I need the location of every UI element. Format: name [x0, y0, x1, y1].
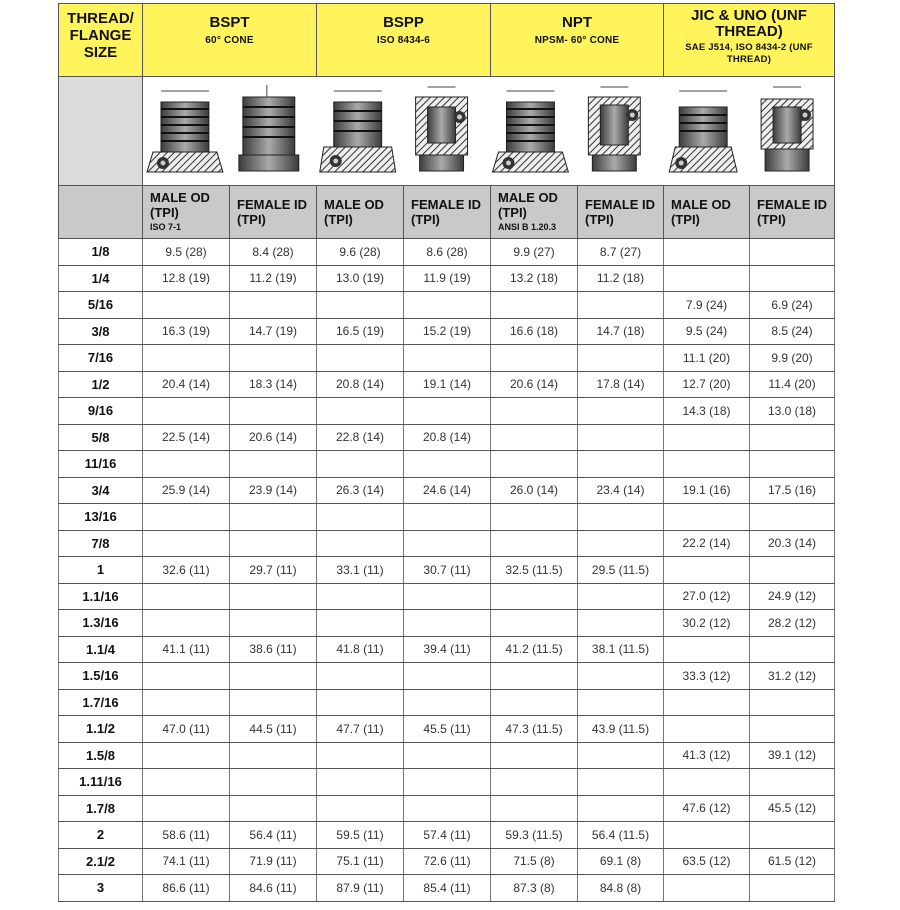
- dimension-cell: 9.9 (20): [750, 345, 835, 372]
- dimension-cell: [143, 398, 230, 425]
- dimension-cell: [578, 424, 664, 451]
- table-row: [59, 795, 835, 822]
- bspt-female-header: FEMALE ID (TPI): [230, 186, 317, 239]
- table-row: [59, 265, 835, 292]
- dimension-cell: 47.3 (11.5): [491, 716, 578, 743]
- female-fitting-icon: [588, 87, 640, 171]
- thread-size-cell: 1/4: [59, 265, 143, 292]
- dimension-cell: [664, 239, 750, 266]
- table-row: [59, 848, 835, 875]
- dimension-cell: [317, 795, 404, 822]
- dimension-cell: [143, 345, 230, 372]
- thread-size-cell: 5/16: [59, 292, 143, 319]
- dimension-cell: [317, 610, 404, 637]
- thread-size-cell: 1/8: [59, 239, 143, 266]
- dimension-cell: 38.6 (11): [230, 636, 317, 663]
- dimension-cell: [317, 292, 404, 319]
- thread-size-cell: 1.11/16: [59, 769, 143, 796]
- dimension-cell: 28.2 (12): [750, 610, 835, 637]
- dimension-cell: [750, 716, 835, 743]
- dimension-cell: [317, 504, 404, 531]
- dimension-cell: [317, 742, 404, 769]
- dimension-cell: 8.5 (24): [750, 318, 835, 345]
- dimension-cell: 41.2 (11.5): [491, 636, 578, 663]
- dimension-cell: 87.9 (11): [317, 875, 404, 902]
- dimension-cell: [578, 530, 664, 557]
- dimension-cell: [143, 742, 230, 769]
- dimension-cell: [664, 424, 750, 451]
- dimension-cell: 14.7 (19): [230, 318, 317, 345]
- dimension-cell: [491, 345, 578, 372]
- thread-size-table: [58, 3, 835, 902]
- thread-size-cell: 3: [59, 875, 143, 902]
- npt-header: [491, 4, 664, 77]
- dimension-cell: [578, 610, 664, 637]
- dimension-cell: 59.5 (11): [317, 822, 404, 849]
- dimension-cell: 25.9 (14): [143, 477, 230, 504]
- dimension-cell: [491, 769, 578, 796]
- dimension-cell: [230, 292, 317, 319]
- table-row: [59, 530, 835, 557]
- dimension-cell: 17.5 (16): [750, 477, 835, 504]
- dimension-cell: 20.6 (14): [491, 371, 578, 398]
- dimension-cell: 11.2 (19): [230, 265, 317, 292]
- table-row: [59, 769, 835, 796]
- dimension-cell: 84.6 (11): [230, 875, 317, 902]
- dimension-cell: 45.5 (12): [750, 795, 835, 822]
- dimension-cell: [750, 875, 835, 902]
- table-row: [59, 451, 835, 478]
- dimension-cell: 85.4 (11): [404, 875, 491, 902]
- dimension-cell: [404, 504, 491, 531]
- dimension-cell: [750, 504, 835, 531]
- dimension-cell: [578, 451, 664, 478]
- dimension-cell: [750, 557, 835, 584]
- thread-size-cell: 1.5/8: [59, 742, 143, 769]
- jic-male-header: MALE OD (TPI): [664, 186, 750, 239]
- dimension-cell: 69.1 (8): [578, 848, 664, 875]
- dimension-cell: 9.9 (27): [491, 239, 578, 266]
- thread-size-cell: 1.7/16: [59, 689, 143, 716]
- dimension-cell: [143, 795, 230, 822]
- dimension-cell: 33.1 (11): [317, 557, 404, 584]
- dimension-cell: 22.5 (14): [143, 424, 230, 451]
- dimension-cell: [317, 663, 404, 690]
- dimension-cell: 13.0 (18): [750, 398, 835, 425]
- dimension-cell: 45.5 (11): [404, 716, 491, 743]
- dimension-cell: [143, 583, 230, 610]
- table-row: [59, 822, 835, 849]
- thread-size-cell: 3/8: [59, 318, 143, 345]
- dimension-cell: 13.0 (19): [317, 265, 404, 292]
- table-row: [59, 371, 835, 398]
- dimension-cell: 24.9 (12): [750, 583, 835, 610]
- dimension-cell: 11.4 (20): [750, 371, 835, 398]
- thread-size-cell: 1: [59, 557, 143, 584]
- dimension-cell: 56.4 (11.5): [578, 822, 664, 849]
- dimension-cell: [491, 610, 578, 637]
- dimension-cell: [664, 451, 750, 478]
- dimension-cell: [230, 345, 317, 372]
- dimension-cell: 47.7 (11): [317, 716, 404, 743]
- bspt-title: BSPT: [209, 14, 250, 31]
- thread-size-cell: 3/4: [59, 477, 143, 504]
- dimension-cell: [578, 504, 664, 531]
- dimension-cell: [491, 742, 578, 769]
- dimension-cell: 12.7 (20): [664, 371, 750, 398]
- dimension-cell: 39.1 (12): [750, 742, 835, 769]
- male-fitting-icon: [147, 91, 223, 172]
- dimension-cell: 56.4 (11): [230, 822, 317, 849]
- image-row-blank: [59, 77, 143, 186]
- dimension-cell: [491, 451, 578, 478]
- table-row: [59, 424, 835, 451]
- thread-size-cell: 1.5/16: [59, 663, 143, 690]
- dimension-cell: [230, 504, 317, 531]
- dimension-cell: 22.2 (14): [664, 530, 750, 557]
- dimension-cell: [491, 795, 578, 822]
- dimension-cell: 16.3 (19): [143, 318, 230, 345]
- dimension-cell: 61.5 (12): [750, 848, 835, 875]
- dimension-cell: [404, 689, 491, 716]
- thread-size-cell: 5/8: [59, 424, 143, 451]
- dimension-cell: 26.3 (14): [317, 477, 404, 504]
- dimension-cell: 29.5 (11.5): [578, 557, 664, 584]
- dimension-cell: 9.5 (24): [664, 318, 750, 345]
- male-fitting-icon: [320, 91, 396, 172]
- dimension-cell: 20.3 (14): [750, 530, 835, 557]
- npt-title: NPT: [562, 14, 592, 31]
- dimension-cell: [750, 769, 835, 796]
- dimension-cell: [578, 795, 664, 822]
- dimension-cell: [664, 769, 750, 796]
- dimension-cell: [404, 663, 491, 690]
- dimension-cell: 44.5 (11): [230, 716, 317, 743]
- dimension-cell: 12.8 (19): [143, 265, 230, 292]
- thread-size-cell: 11/16: [59, 451, 143, 478]
- dimension-cell: [750, 636, 835, 663]
- table-row: [59, 663, 835, 690]
- thread-size-cell: 2.1/2: [59, 848, 143, 875]
- dimension-cell: 20.8 (14): [317, 371, 404, 398]
- dimension-cell: 9.5 (28): [143, 239, 230, 266]
- dimension-cell: [750, 822, 835, 849]
- dimension-cell: 58.6 (11): [143, 822, 230, 849]
- dimension-cell: 15.2 (19): [404, 318, 491, 345]
- dimension-cell: 16.5 (19): [317, 318, 404, 345]
- dimension-cell: [317, 398, 404, 425]
- dimension-cell: [317, 583, 404, 610]
- thread-size-cell: 1/2: [59, 371, 143, 398]
- dimension-cell: 8.4 (28): [230, 239, 317, 266]
- dimension-cell: 63.5 (12): [664, 848, 750, 875]
- dimension-cell: [404, 795, 491, 822]
- bspt-subtitle: 60° CONE: [205, 35, 254, 46]
- fitting-diagrams: [143, 77, 835, 186]
- dimension-cell: [404, 451, 491, 478]
- dimension-cell: [664, 265, 750, 292]
- female-fitting-icon: [239, 85, 299, 171]
- dimension-cell: 29.7 (11): [230, 557, 317, 584]
- table-row: [59, 716, 835, 743]
- dimension-cell: [230, 663, 317, 690]
- dimension-cell: 43.9 (11.5): [578, 716, 664, 743]
- thread-size-cell: 1.1/2: [59, 716, 143, 743]
- table-row: [59, 557, 835, 584]
- subheader-blank: [59, 186, 143, 239]
- dimension-cell: [317, 345, 404, 372]
- dimension-cell: [578, 769, 664, 796]
- table-row: [59, 742, 835, 769]
- dimension-cell: [230, 795, 317, 822]
- dimension-cell: 84.8 (8): [578, 875, 664, 902]
- dimension-cell: 22.8 (14): [317, 424, 404, 451]
- dimension-cell: [578, 742, 664, 769]
- dimension-cell: [143, 663, 230, 690]
- dimension-cell: 8.6 (28): [404, 239, 491, 266]
- dimension-cell: [230, 769, 317, 796]
- dimension-cell: [750, 451, 835, 478]
- thread-size-cell: 2: [59, 822, 143, 849]
- dimension-cell: 71.5 (8): [491, 848, 578, 875]
- dimension-cell: [143, 530, 230, 557]
- dimension-cell: [317, 530, 404, 557]
- dimension-cell: 27.0 (12): [664, 583, 750, 610]
- dimension-cell: [491, 583, 578, 610]
- bspp-subtitle: ISO 8434-6: [376, 35, 431, 46]
- dimension-cell: 57.4 (11): [404, 822, 491, 849]
- dimension-cell: 71.9 (11): [230, 848, 317, 875]
- jic-title: JIC & UNO (UNF THREAD): [691, 7, 807, 40]
- dimension-cell: [750, 424, 835, 451]
- dimension-cell: 20.6 (14): [230, 424, 317, 451]
- thread-size-cell: 7/8: [59, 530, 143, 557]
- dimension-cell: 32.6 (11): [143, 557, 230, 584]
- dimension-cell: 13.2 (18): [491, 265, 578, 292]
- dimension-cell: [230, 398, 317, 425]
- dimension-cell: 20.8 (14): [404, 424, 491, 451]
- dimension-cell: [664, 875, 750, 902]
- dimension-cell: 18.3 (14): [230, 371, 317, 398]
- dimension-cell: 20.4 (14): [143, 371, 230, 398]
- dimension-cell: [230, 742, 317, 769]
- dimension-cell: [491, 504, 578, 531]
- dimension-cell: [230, 689, 317, 716]
- dimension-cell: 8.7 (27): [578, 239, 664, 266]
- dimension-cell: 30.7 (11): [404, 557, 491, 584]
- dimension-cell: [578, 689, 664, 716]
- male-fitting-icon: [669, 91, 737, 172]
- dimension-cell: [404, 292, 491, 319]
- size-column-header: THREAD/ FLANGE SIZE: [59, 4, 143, 77]
- dimension-cell: [664, 557, 750, 584]
- dimension-cell: [230, 583, 317, 610]
- thread-size-cell: 9/16: [59, 398, 143, 425]
- dimension-cell: 74.1 (11): [143, 848, 230, 875]
- dimension-cell: [491, 530, 578, 557]
- dimension-cell: [230, 530, 317, 557]
- dimension-cell: [664, 716, 750, 743]
- bspt-male-header: MALE OD (TPI) ISO 7-1: [143, 186, 230, 239]
- thread-size-cell: 7/16: [59, 345, 143, 372]
- dimension-cell: [143, 610, 230, 637]
- dimension-cell: 17.8 (14): [578, 371, 664, 398]
- dimension-cell: [578, 345, 664, 372]
- dimension-cell: 16.6 (18): [491, 318, 578, 345]
- dimension-cell: [143, 689, 230, 716]
- dimension-cell: [664, 504, 750, 531]
- dimension-cell: 14.3 (18): [664, 398, 750, 425]
- dimension-cell: [143, 769, 230, 796]
- dimension-cell: [491, 663, 578, 690]
- table-row: [59, 689, 835, 716]
- dimension-cell: [404, 583, 491, 610]
- dimension-cell: [317, 451, 404, 478]
- dimension-cell: [230, 610, 317, 637]
- dimension-cell: [664, 822, 750, 849]
- dimension-cell: 31.2 (12): [750, 663, 835, 690]
- dimension-cell: 26.0 (14): [491, 477, 578, 504]
- dimension-cell: [143, 504, 230, 531]
- dimension-cell: 19.1 (14): [404, 371, 491, 398]
- dimension-cell: 14.7 (18): [578, 318, 664, 345]
- table-body: [59, 239, 835, 902]
- table-row: [59, 318, 835, 345]
- dimension-cell: [491, 424, 578, 451]
- dimension-cell: [143, 451, 230, 478]
- dimension-cell: 86.6 (11): [143, 875, 230, 902]
- bspt-header: [143, 4, 317, 77]
- dimension-cell: [578, 398, 664, 425]
- dimension-cell: [664, 636, 750, 663]
- dimension-cell: 11.9 (19): [404, 265, 491, 292]
- dimension-cell: [404, 742, 491, 769]
- dimension-cell: 6.9 (24): [750, 292, 835, 319]
- table-row: [59, 292, 835, 319]
- dimension-cell: [750, 239, 835, 266]
- table-row: [59, 875, 835, 902]
- dimension-cell: [491, 398, 578, 425]
- dimension-cell: [491, 292, 578, 319]
- dimension-cell: 47.6 (12): [664, 795, 750, 822]
- dimension-cell: 41.3 (12): [664, 742, 750, 769]
- dimension-cell: 72.6 (11): [404, 848, 491, 875]
- male-fitting-icon: [492, 91, 568, 172]
- thread-size-cell: 1.7/8: [59, 795, 143, 822]
- npt-female-header: FEMALE ID (TPI): [578, 186, 664, 239]
- dimension-cell: 41.1 (11): [143, 636, 230, 663]
- dimension-cell: [664, 689, 750, 716]
- dimension-cell: 19.1 (16): [664, 477, 750, 504]
- dimension-cell: [317, 689, 404, 716]
- bspp-title: BSPP: [383, 14, 424, 31]
- jic-header: [664, 4, 835, 77]
- dimension-cell: [750, 265, 835, 292]
- thread-size-cell: 1.3/16: [59, 610, 143, 637]
- dimension-cell: 30.2 (12): [664, 610, 750, 637]
- dimension-cell: [404, 530, 491, 557]
- dimension-cell: [404, 398, 491, 425]
- dimension-cell: [750, 689, 835, 716]
- dimension-cell: [404, 345, 491, 372]
- thread-size-cell: 1.1/16: [59, 583, 143, 610]
- jic-female-header: FEMALE ID (TPI): [750, 186, 835, 239]
- table-row: [59, 398, 835, 425]
- dimension-cell: 39.4 (11): [404, 636, 491, 663]
- dimension-cell: 11.2 (18): [578, 265, 664, 292]
- fitting-illustrations: [143, 77, 834, 185]
- table-row: [59, 239, 835, 266]
- bspp-header: [317, 4, 491, 77]
- dimension-cell: [143, 292, 230, 319]
- table-row: [59, 636, 835, 663]
- dimension-cell: [230, 451, 317, 478]
- dimension-cell: 59.3 (11.5): [491, 822, 578, 849]
- npt-male-header: MALE OD (TPI) ANSI B 1.20.3: [491, 186, 578, 239]
- dimension-cell: 47.0 (11): [143, 716, 230, 743]
- dimension-cell: 41.8 (11): [317, 636, 404, 663]
- npt-subtitle: NPSM- 60° CONE: [534, 35, 620, 46]
- dimension-cell: [578, 583, 664, 610]
- thread-size-cell: 13/16: [59, 504, 143, 531]
- dimension-cell: 9.6 (28): [317, 239, 404, 266]
- female-fitting-icon: [761, 87, 813, 171]
- female-fitting-icon: [416, 87, 468, 171]
- table-row: [59, 345, 835, 372]
- table-row: [59, 504, 835, 531]
- bspp-female-header: FEMALE ID (TPI): [404, 186, 491, 239]
- dimension-cell: 87.3 (8): [491, 875, 578, 902]
- thread-size-cell: 1.1/4: [59, 636, 143, 663]
- dimension-cell: 38.1 (11.5): [578, 636, 664, 663]
- dimension-cell: 23.4 (14): [578, 477, 664, 504]
- dimension-cell: [578, 663, 664, 690]
- table-row: [59, 477, 835, 504]
- dimension-cell: [404, 610, 491, 637]
- table-row: [59, 610, 835, 637]
- dimension-cell: [491, 689, 578, 716]
- dimension-cell: 24.6 (14): [404, 477, 491, 504]
- dimension-cell: 32.5 (11.5): [491, 557, 578, 584]
- dimension-cell: [317, 769, 404, 796]
- dimension-cell: [578, 292, 664, 319]
- bspp-male-header: MALE OD (TPI): [317, 186, 404, 239]
- dimension-cell: 11.1 (20): [664, 345, 750, 372]
- dimension-cell: 23.9 (14): [230, 477, 317, 504]
- dimension-cell: 75.1 (11): [317, 848, 404, 875]
- dimension-cell: 33.3 (12): [664, 663, 750, 690]
- table-row: [59, 583, 835, 610]
- dimension-cell: 7.9 (24): [664, 292, 750, 319]
- jic-subtitle: SAE J514, ISO 8434-2 (UNF THREAD): [685, 42, 813, 65]
- dimension-cell: [404, 769, 491, 796]
